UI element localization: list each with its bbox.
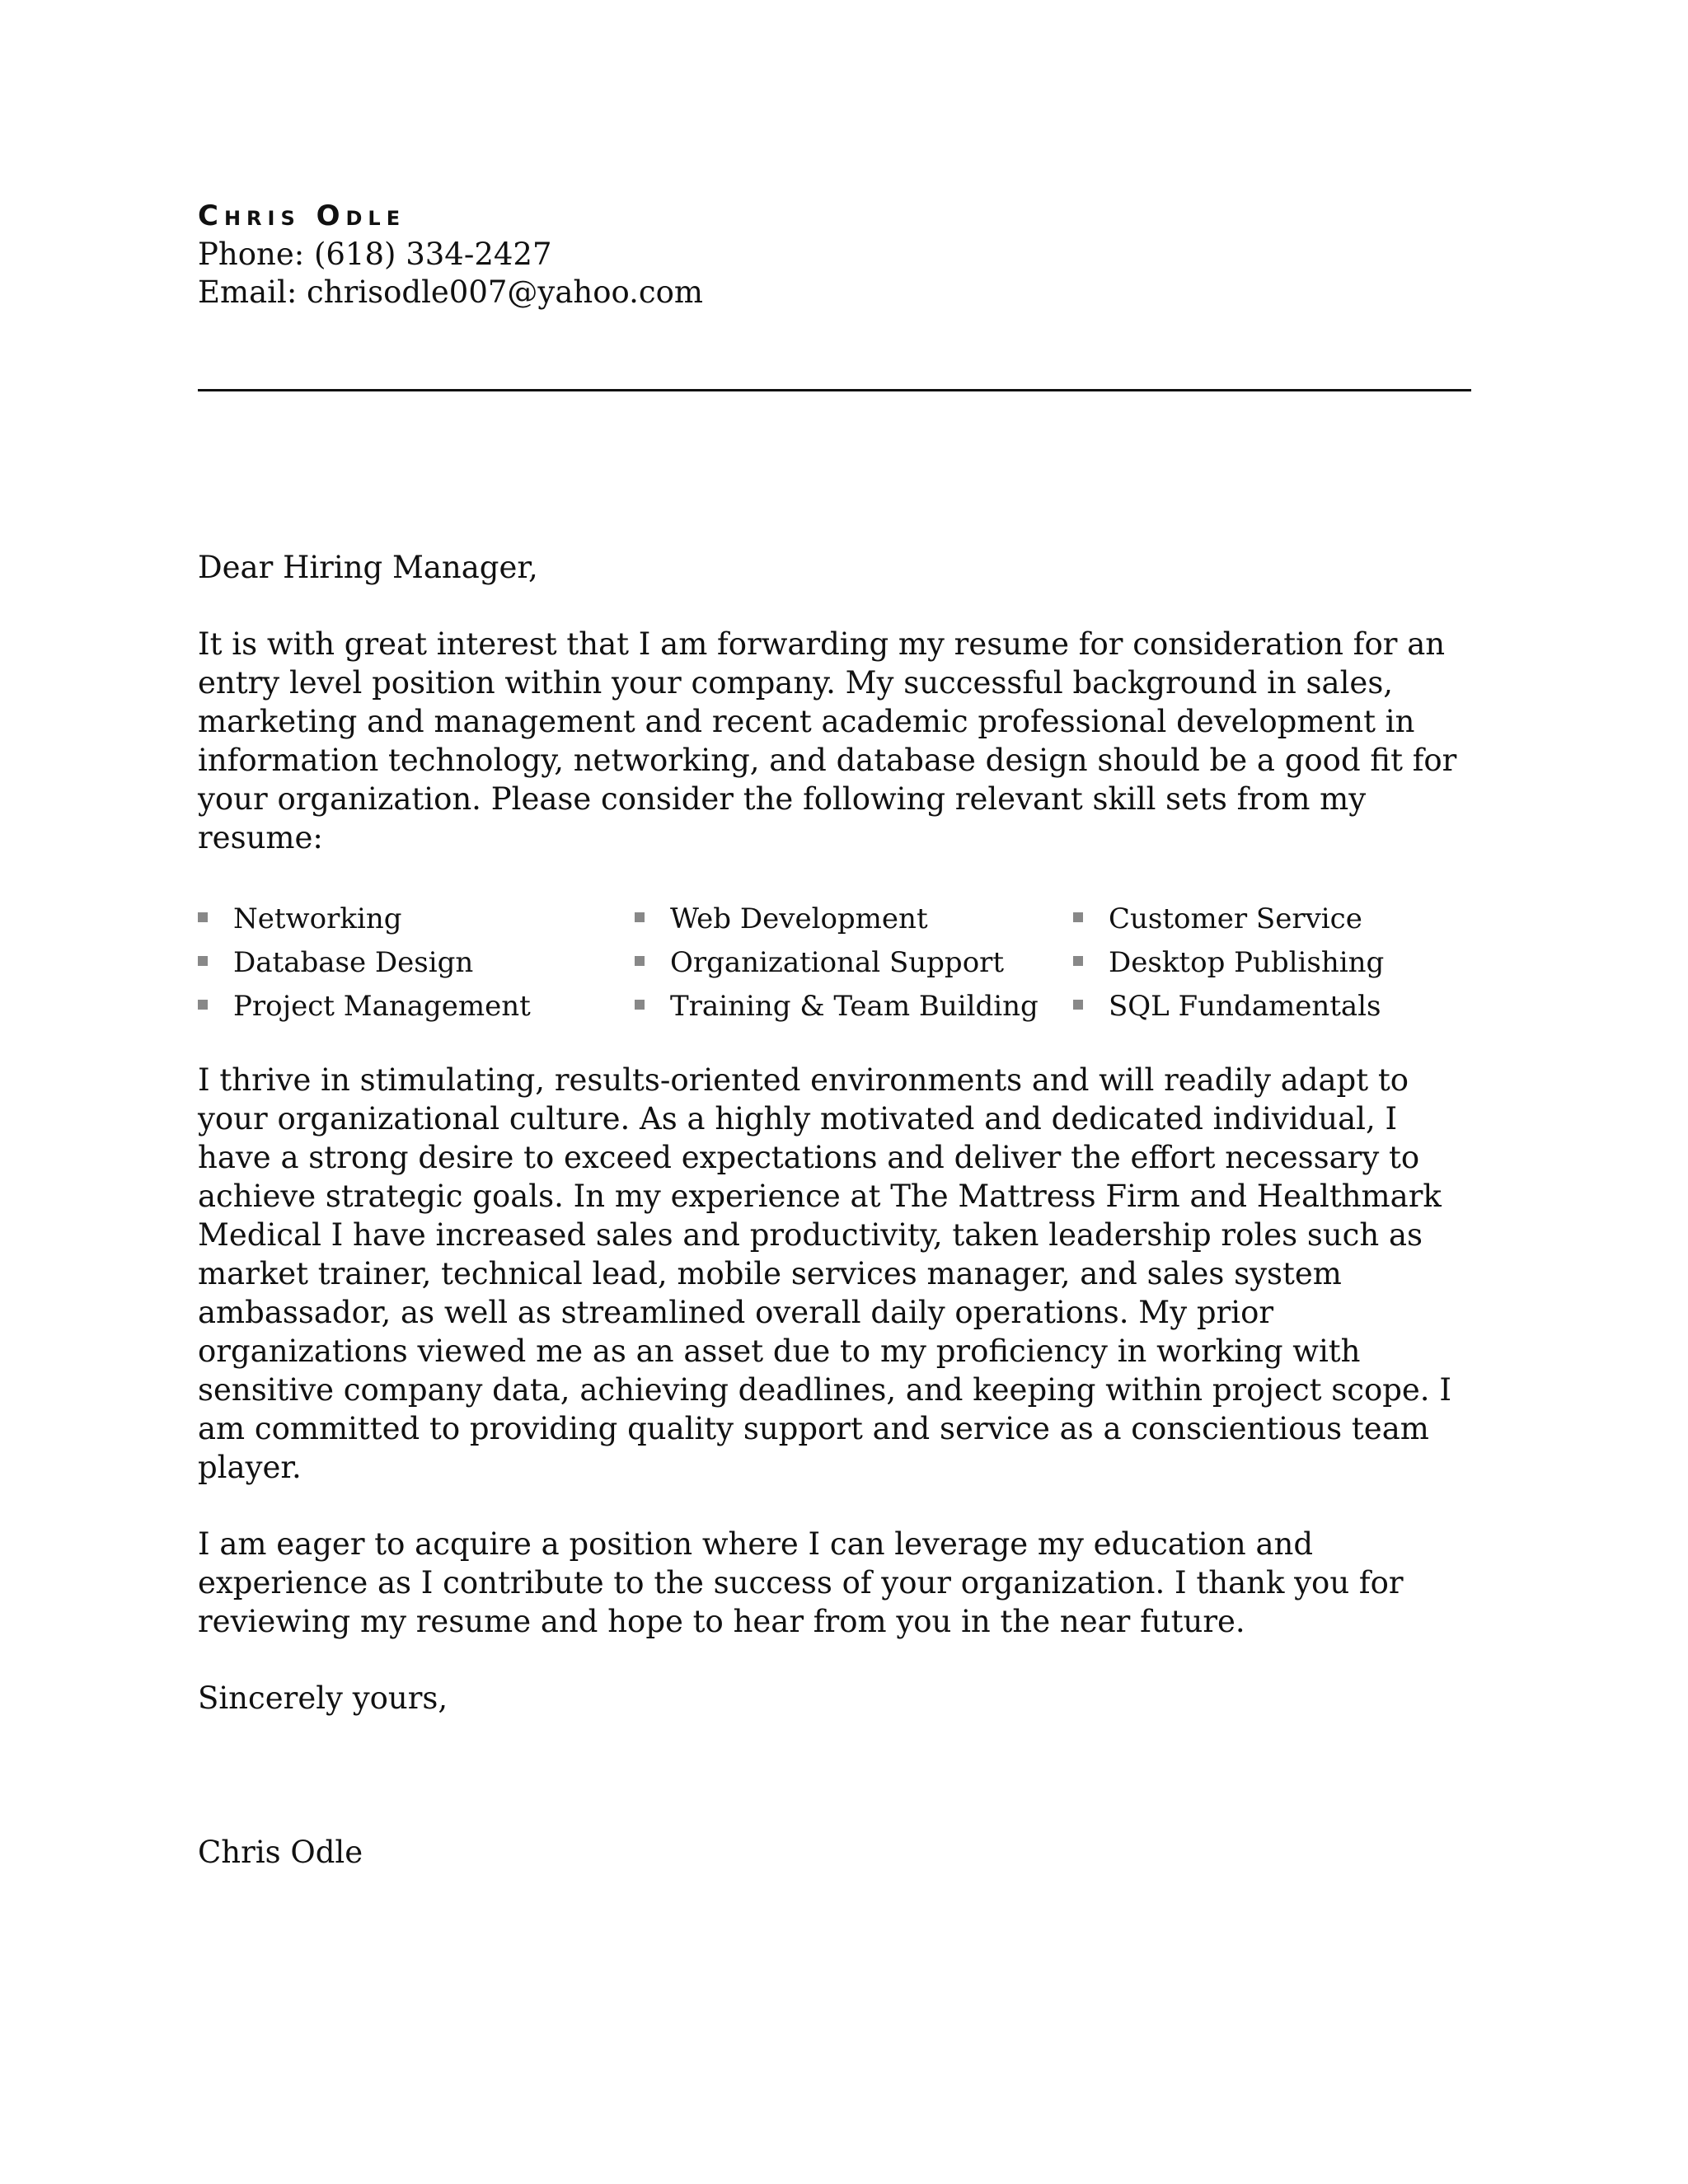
skill-item [198, 897, 635, 940]
square-bullet-icon [635, 956, 645, 966]
skill-label: Project Management [233, 989, 531, 1023]
skill-item [198, 984, 635, 1028]
sender-phone: Phone: (618) 334-2427 [198, 237, 552, 272]
skill-item [1073, 984, 1471, 1028]
body-paragraph: I thrive in stimulating, results-oriented environments and will readily adapt to your organizational culture. As a highly motivated and dedicated individual, I have a strong desire to exceed expectations and deliver the effort necessary to achieve strategic goals. In my experience at The Mattress Firm and Healthmark Medical I have increased sales and productivity, taken leadership roles such as market trainer, technical lead, mobile services manager, and sales system ambassador, as well as streamlined overall daily operations. My prior organizations viewed me as an asset due to my proficiency in working with sensitive company data, achieving deadlines, and keeping within project scope. I am committed to providing quality support and service as a conscientious team player. [198, 1062, 1451, 1485]
skills-list [198, 897, 1471, 1028]
intro-paragraph: It is with great interest that I am forwarding my resume for consideration for an entry level position within your company. My successful background in sales, marketing and management and recent academic professional development in information technology, networking, and database design should be a good fit for your organization. Please consider the following relevant skill sets from my resume: [198, 626, 1457, 855]
square-bullet-icon [198, 956, 208, 966]
skill-label: Networking [233, 902, 402, 935]
header-divider [198, 389, 1471, 391]
square-bullet-icon [1073, 912, 1083, 922]
skill-label: Desktop Publishing [1109, 945, 1385, 979]
letter-content [198, 196, 1471, 1872]
sender-email: Email: chrisodle007@yahoo.com [198, 274, 703, 310]
salutation: Dear Hiring Manager, [198, 550, 538, 585]
skill-label: Training & Team Building [670, 989, 1039, 1023]
square-bullet-icon [635, 912, 645, 922]
signature-name: Chris Odle [198, 1835, 363, 1870]
square-bullet-icon [1073, 956, 1083, 966]
skill-item [1073, 940, 1471, 984]
skill-item [198, 940, 635, 984]
closing-salutation: Sincerely yours, [198, 1680, 448, 1716]
square-bullet-icon [198, 912, 208, 922]
skill-item [1073, 897, 1471, 940]
sender-name: Chris Odle [198, 199, 406, 232]
skill-item [635, 897, 1073, 940]
skill-item [635, 940, 1073, 984]
square-bullet-icon [1073, 1000, 1083, 1010]
closing-paragraph: I am eager to acquire a position where I can leverage my education and experience as I contribute to the success of your organization. I thank you for reviewing my resume and hope to hear from you in the near future. [198, 1526, 1404, 1639]
skill-item [635, 984, 1073, 1028]
skill-label: SQL Fundamentals [1109, 989, 1381, 1023]
skill-label: Customer Service [1109, 902, 1362, 935]
skill-label: Organizational Support [670, 945, 1005, 979]
skill-label: Database Design [233, 945, 474, 979]
square-bullet-icon [635, 1000, 645, 1010]
skill-label: Web Development [670, 902, 928, 935]
square-bullet-icon [198, 1000, 208, 1010]
